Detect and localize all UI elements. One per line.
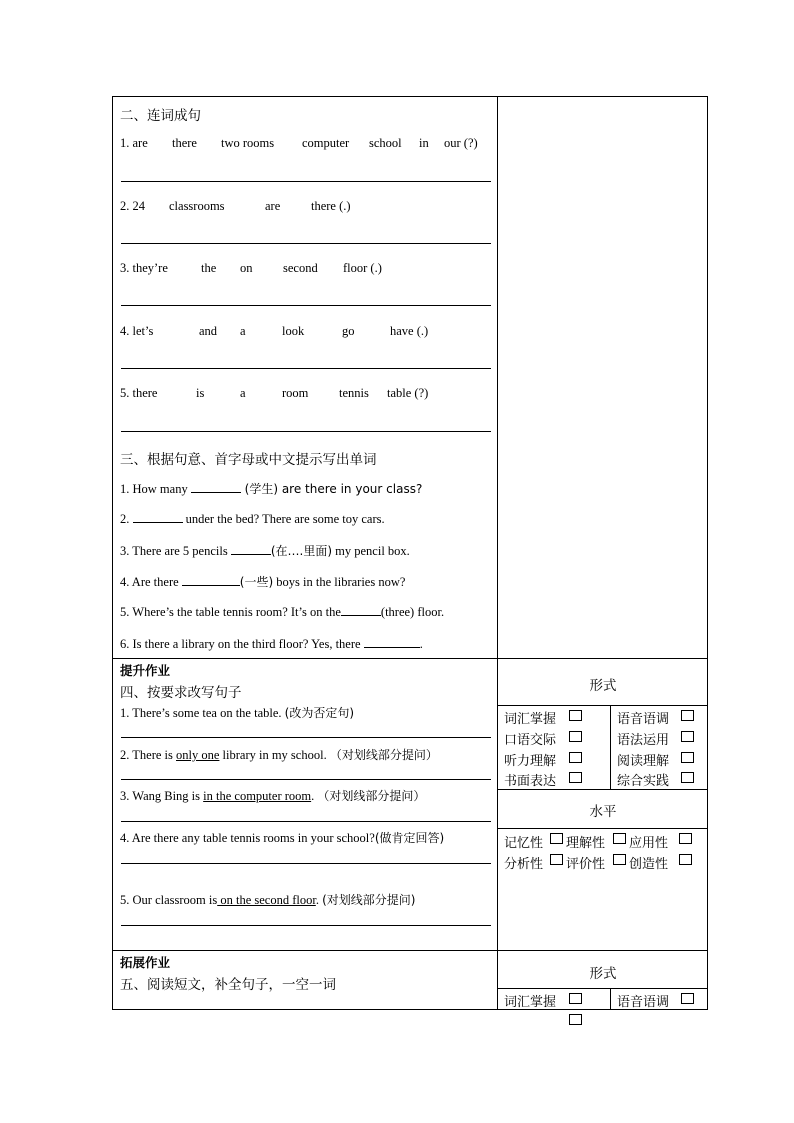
checkbox[interactable] — [569, 752, 582, 763]
question-6 — [120, 636, 423, 652]
form-option-label: 词汇掌握 — [504, 712, 557, 727]
word: floor (.) — [343, 261, 382, 275]
level-option-label: 记忆性 — [504, 836, 544, 851]
level-option-label: 分析性 — [504, 857, 544, 872]
blank[interactable] — [231, 543, 271, 555]
question-note: （对划线部分提问） — [317, 789, 426, 803]
cell-divider — [610, 988, 611, 1010]
form-option-label: 阅读理解 — [617, 754, 670, 769]
answer-line[interactable] — [121, 368, 491, 369]
question-text: 5. Our classroom is — [120, 893, 218, 907]
cell-divider — [497, 988, 708, 989]
question-text: 5. Where’s the table tennis room? It’s on the — [120, 605, 341, 619]
word: our (?) — [444, 136, 478, 150]
checkbox[interactable] — [679, 854, 692, 865]
question-text: 2. There is — [120, 748, 177, 762]
word: the — [201, 261, 217, 275]
answer-line[interactable] — [121, 863, 491, 864]
blank[interactable] — [133, 511, 183, 523]
question-2 — [120, 746, 438, 763]
form-option-label: 词汇掌握 — [504, 995, 557, 1010]
word: go — [342, 324, 355, 338]
question-5 — [120, 891, 415, 908]
question-text: 3. There are 5 pencils — [120, 544, 231, 558]
question-hint: (一些) — [239, 575, 274, 589]
checkbox[interactable] — [613, 833, 626, 844]
word: in — [419, 136, 429, 150]
answer-line[interactable] — [121, 431, 491, 432]
checkbox[interactable] — [681, 993, 694, 1004]
section-heading: 二、连词成句 — [120, 108, 201, 124]
question-text: 2. — [120, 512, 133, 526]
question-text: 4. Are there — [120, 575, 182, 589]
word: have (.) — [390, 324, 429, 338]
answer-line[interactable] — [121, 821, 491, 822]
question-2 — [120, 511, 385, 527]
section-heading: 四、按要求改写句子 — [120, 685, 242, 701]
question-text: boys in the libraries now? — [273, 575, 406, 589]
word: 4. let’s — [120, 324, 154, 338]
checkbox[interactable] — [681, 772, 694, 783]
level-title: 水平 — [589, 804, 617, 820]
word: classrooms — [169, 199, 225, 213]
level-option-label: 理解性 — [566, 836, 606, 851]
answer-line[interactable] — [121, 925, 491, 926]
level-option-label: 评价性 — [566, 857, 606, 872]
word: 5. there — [120, 386, 158, 400]
form-title: 形式 — [589, 966, 617, 982]
question-text: (学生) are there in your class? — [240, 482, 423, 496]
checkbox[interactable] — [569, 993, 582, 1004]
checkbox[interactable] — [681, 752, 694, 763]
answer-line[interactable] — [121, 181, 491, 182]
checkbox[interactable] — [681, 731, 694, 742]
row-divider — [112, 950, 708, 951]
question-4 — [120, 573, 405, 590]
section-heading: 三、根据句意、首字母或中文提示写出单词 — [120, 452, 377, 468]
blank[interactable] — [341, 604, 381, 616]
checkbox[interactable] — [569, 772, 582, 783]
word: on — [240, 261, 253, 275]
checkbox[interactable] — [569, 710, 582, 721]
form-option-label: 听力理解 — [504, 754, 557, 769]
word: there — [172, 136, 197, 150]
question-text: . — [315, 893, 323, 907]
word: 1. are — [120, 136, 148, 150]
answer-line[interactable] — [121, 243, 491, 244]
answer-line[interactable] — [121, 779, 491, 780]
question-text: under the bed? There are some toy cars. — [182, 512, 385, 526]
checkbox[interactable] — [613, 854, 626, 865]
section-heading: 五、阅读短文，补全句子，一空一词 — [120, 977, 336, 993]
form-option-label: 口语交际 — [504, 733, 557, 748]
word: tennis — [339, 386, 369, 400]
cell-divider — [497, 828, 708, 829]
word: are — [265, 199, 281, 213]
question-note: (做肯定回答) — [374, 831, 445, 845]
word: computer — [302, 136, 350, 150]
row-divider — [112, 658, 708, 659]
word: and — [199, 324, 218, 338]
blank[interactable] — [191, 481, 241, 493]
question-4 — [120, 829, 444, 846]
form-option-label: 书面表达 — [504, 774, 557, 789]
word: look — [282, 324, 305, 338]
level-option-label: 创造性 — [629, 857, 669, 872]
word: room — [282, 386, 309, 400]
question-note: （对划线部分提问） — [329, 748, 438, 762]
level-option-label: 应用性 — [629, 836, 669, 851]
checkbox[interactable] — [550, 833, 563, 844]
word: a — [240, 324, 246, 338]
question-note: (改为否定句) — [284, 706, 355, 720]
form-option-label: 语音语调 — [617, 712, 670, 727]
checkbox[interactable] — [569, 1014, 582, 1025]
checkbox[interactable] — [569, 731, 582, 742]
checkbox[interactable] — [681, 710, 694, 721]
word: is — [196, 386, 205, 400]
cell-divider — [610, 705, 611, 789]
question-text: library in my school. — [219, 748, 330, 762]
section-label: 提升作业 — [120, 663, 171, 678]
blank[interactable] — [364, 636, 420, 648]
underlined-text: only one — [176, 748, 220, 762]
question-text: . — [311, 789, 318, 803]
underlined-text: on the second floor — [217, 893, 316, 907]
question-text: . — [419, 637, 423, 651]
question-text: 1. How many — [120, 482, 191, 496]
word: second — [283, 261, 318, 275]
cell-divider — [497, 705, 708, 706]
question-text: (three) floor. — [380, 605, 445, 619]
question-3 — [120, 542, 410, 559]
checkbox[interactable] — [550, 854, 563, 865]
word: table (?) — [387, 386, 429, 400]
cell-divider — [497, 789, 708, 790]
blank[interactable] — [182, 574, 240, 586]
checkbox[interactable] — [679, 833, 692, 844]
word: there (.) — [311, 199, 351, 213]
answer-line[interactable] — [121, 305, 491, 306]
form-option-label: 语法运用 — [617, 733, 670, 748]
word: school — [369, 136, 402, 150]
form-option-label: 综合实践 — [617, 774, 670, 789]
answer-line[interactable] — [121, 737, 491, 738]
word: a — [240, 386, 246, 400]
question-hint: (在….里面) — [270, 544, 333, 558]
form-option-label: 语音语调 — [617, 995, 670, 1010]
form-title: 形式 — [589, 678, 617, 694]
question-3 — [120, 787, 425, 804]
question-text: 3. Wang Bing is — [120, 789, 204, 803]
question-text: 1. There’s some tea on the table. — [120, 706, 285, 720]
section-label: 拓展作业 — [120, 955, 171, 970]
word: 2. 24 — [120, 199, 145, 213]
word: 3. they’re — [120, 261, 168, 275]
word: two rooms — [221, 136, 275, 150]
underlined-text: in the computer room — [203, 789, 312, 803]
question-text: 4. Are there any table tennis rooms in your school? — [120, 831, 375, 845]
column-divider — [497, 96, 498, 1010]
question-text: 6. Is there a library on the third floor? Yes, there — [120, 637, 364, 651]
question-note: (对划线部分提问) — [322, 893, 416, 907]
question-1 — [120, 480, 422, 497]
question-1 — [120, 704, 354, 721]
question-5 — [120, 604, 444, 620]
question-text: my pencil box. — [332, 544, 410, 558]
